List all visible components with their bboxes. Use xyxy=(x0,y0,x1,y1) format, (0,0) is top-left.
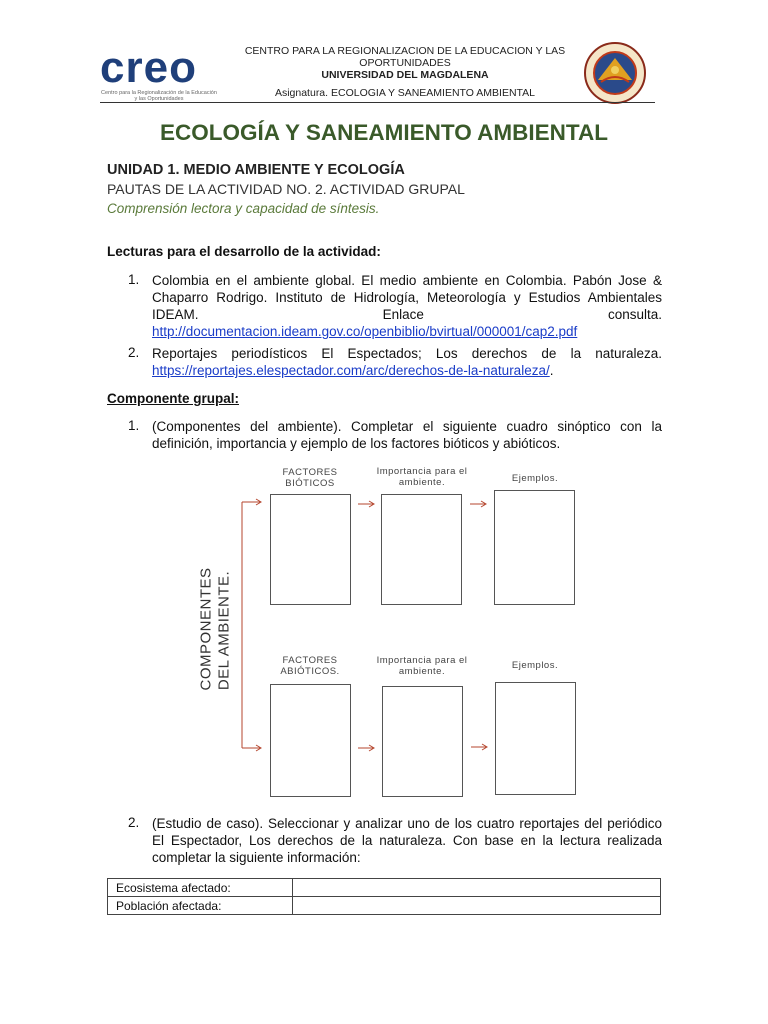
abiotic-importance-box[interactable] xyxy=(382,686,463,797)
reading-1-ideam: IDEAM. xyxy=(152,307,199,322)
biotic-factors-label: FACTORES BIÓTICOS xyxy=(282,467,338,489)
task-1 xyxy=(152,418,662,452)
reading-2 xyxy=(152,345,662,379)
reading-2-link[interactable]: https://reportajes.elespectador.com/arc/derechos-de-la-naturaleza/ xyxy=(152,363,550,378)
vertical-label-line-2: DEL AMBIENTE. xyxy=(215,570,233,691)
ecosystem-value-cell[interactable] xyxy=(293,879,661,897)
document-title: ECOLOGÍA Y SANEAMIENTO AMBIENTAL xyxy=(160,120,608,145)
abiotic-examples-label: Ejemplos. xyxy=(511,660,559,671)
unit-heading: UNIDAD 1. MEDIO AMBIENTE Y ECOLOGÍA xyxy=(107,162,405,178)
reading-2-period: . xyxy=(549,363,554,378)
reading-1-link[interactable]: http://documentacion.ideam.gov.co/openbiblio/bvirtual/000001/cap2.pdf xyxy=(152,324,578,339)
reading-1-line-3 xyxy=(152,306,662,323)
group-component-heading: Componente grupal: xyxy=(107,391,239,406)
reading-2-line-1: Reportajes periodísticos El Espectados; Los derechos de la naturaleza. xyxy=(152,346,662,361)
logo-subtitle: Centro para la Regionalización de la Educación y las Oportunidades xyxy=(101,90,217,102)
components-vertical-label xyxy=(176,567,233,691)
header-rule xyxy=(100,102,655,103)
biotic-examples-box[interactable] xyxy=(494,490,575,605)
abiotic-factors-label: FACTORES ABIÓTICOS. xyxy=(280,655,340,677)
vertical-label-line-1: COMPONENTES xyxy=(197,567,215,691)
task-1-line-1: (Componentes del ambiente). Completar el siguiente cuadro sinóptico con la xyxy=(152,419,662,434)
task-2-line-1: (Estudio de caso). Seleccionar y analizar uno de los cuatro reportajes del periódico xyxy=(152,816,662,831)
ecosystem-label: Ecosistema afectado: xyxy=(108,879,293,897)
table-row xyxy=(108,879,661,897)
reading-1-enlace: Enlace xyxy=(382,307,424,322)
abiotic-examples-box[interactable] xyxy=(495,682,576,795)
header-line-1: CENTRO PARA LA REGIONALIZACION DE LA EDUCACION Y LAS xyxy=(244,45,566,57)
task-2 xyxy=(152,815,662,866)
biotic-factors-box[interactable] xyxy=(270,494,351,605)
abiotic-factors-box[interactable] xyxy=(270,684,351,797)
reading-1 xyxy=(152,272,662,340)
population-label: Población afectada: xyxy=(108,897,293,915)
case-study-table xyxy=(107,878,661,915)
reading-1-line-2: Chaparro Rodrigo. Instituto de Hidrología, Meteorología y Estudios Ambientales xyxy=(152,290,662,305)
reading-1-line-1: Colombia en el ambiente global. El medio ambiente en Colombia. Pabón Jose & xyxy=(152,273,662,288)
biotic-importance-box[interactable] xyxy=(381,494,462,605)
task-2-line-2: El Espectador, Los derechos de la naturaleza. Con base en la lectura realizada xyxy=(152,833,662,848)
biotic-importance-label: Importancia para el ambiente. xyxy=(376,466,468,488)
task-2-number: 2. xyxy=(128,815,140,830)
header-line-4: Asignatura. ECOLOGIA Y SANEAMIENTO AMBIENTAL xyxy=(274,87,536,99)
abiotic-importance-label: Importancia para el ambiente. xyxy=(376,655,468,677)
table-row xyxy=(108,897,661,915)
task-1-number: 1. xyxy=(128,418,140,433)
header-line-3: UNIVERSIDAD DEL MAGDALENA xyxy=(321,69,489,81)
logo-word: creo xyxy=(100,43,197,92)
reading-1-number: 1. xyxy=(128,272,140,287)
biotic-examples-label: Ejemplos. xyxy=(511,473,559,484)
header-line-2: OPORTUNIDADES xyxy=(359,57,451,69)
readings-heading: Lecturas para el desarrollo de la actividad: xyxy=(107,244,381,259)
university-seal-icon xyxy=(584,42,646,104)
activity-heading: PAUTAS DE LA ACTIVIDAD NO. 2. ACTIVIDAD GRUPAL xyxy=(107,181,465,197)
task-1-line-2: definición, importancia y ejemplo de los factores bióticos y abióticos. xyxy=(152,436,561,451)
activity-subtitle: Comprensión lectora y capacidad de síntesis. xyxy=(107,201,380,216)
population-value-cell[interactable] xyxy=(293,897,661,915)
task-2-line-3: completar la siguiente información: xyxy=(152,850,361,865)
reading-2-number: 2. xyxy=(128,345,140,360)
reading-1-consulta: consulta. xyxy=(607,307,662,322)
